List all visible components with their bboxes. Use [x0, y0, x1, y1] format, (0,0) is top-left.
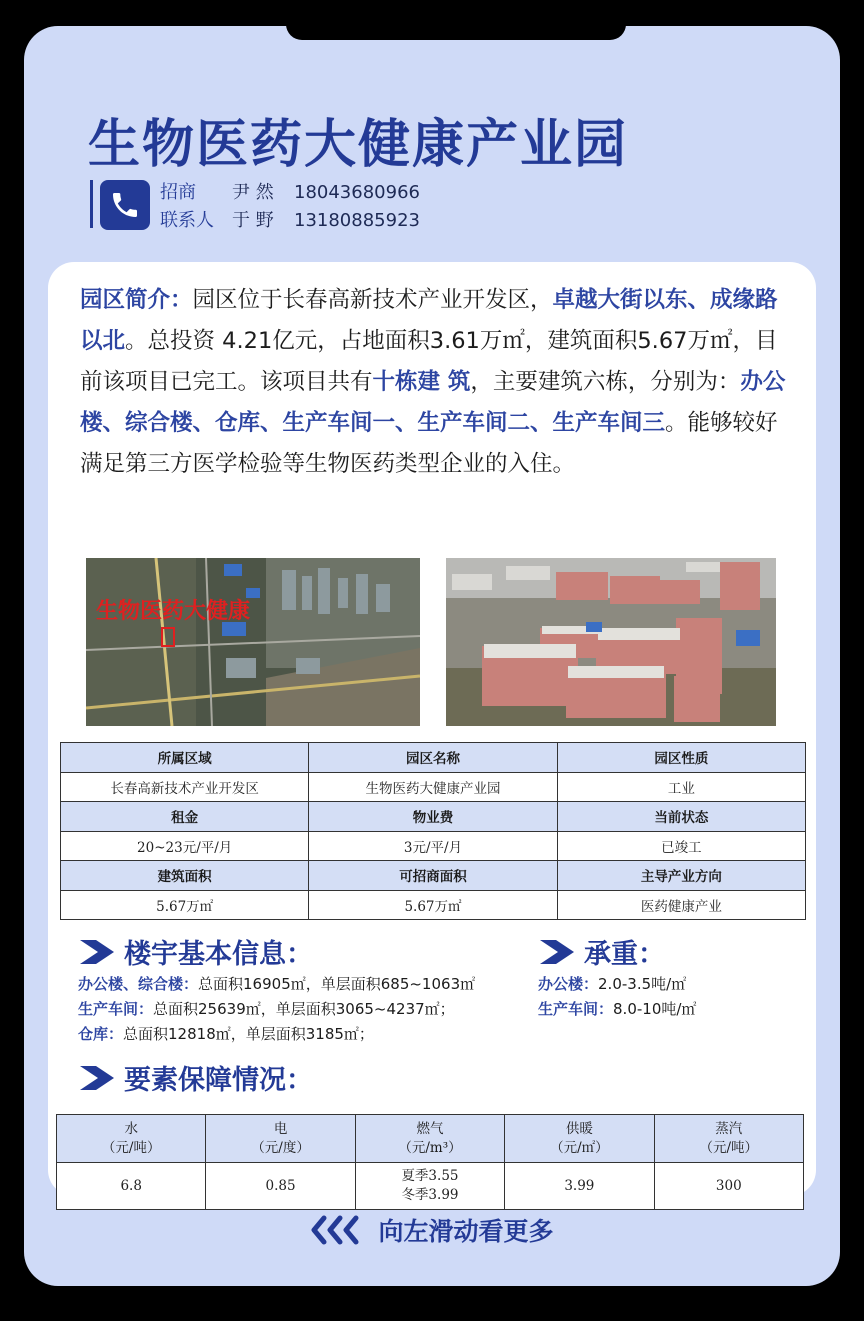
- header-cell: 水 （元/吨）: [57, 1115, 206, 1163]
- intro-lead: 园区简介：: [80, 287, 193, 313]
- info-header-cell: 可招商面积: [309, 861, 557, 891]
- value-cell: 夏季3.55 冬季3.99: [355, 1163, 504, 1210]
- section-load-bearing: [538, 932, 665, 971]
- chevrons-left-icon: [310, 1215, 366, 1245]
- info-header-cell: 当前状态: [557, 802, 805, 832]
- value-cell: 300: [654, 1163, 803, 1210]
- contact-label: 联系人: [160, 210, 214, 231]
- intro-text: 。总投资 4.21亿元，占地面积3.61万㎡，建筑面积5.67万㎡，目前该项目已完工。该项目共有: [80, 328, 778, 395]
- value-cell: 0.85: [206, 1163, 355, 1210]
- location-map-image: [86, 558, 420, 726]
- info-header-row: [61, 743, 806, 773]
- utilities-value-row: [57, 1163, 804, 1210]
- info-value-cell: 3元/平/月: [309, 831, 557, 861]
- chevron-right-icon: [78, 938, 116, 966]
- section-title: 楼宇基本信息：: [124, 939, 313, 970]
- info-value-cell: 20~23元/平/月: [61, 831, 309, 861]
- info-header-cell: 物业费: [309, 802, 557, 832]
- utilities-header-row: [57, 1115, 804, 1163]
- park-info-table: [60, 742, 806, 920]
- info-value-cell: 工业: [557, 772, 805, 802]
- building-line: 仓库：总面积12818㎡，单层面积3185㎡；: [78, 1025, 374, 1043]
- accent-bar: [90, 180, 93, 228]
- intro-text: 。能够较好满足第三方医学检验等生物医药类型企业的入住。: [80, 410, 778, 477]
- contact-name: 尹 然: [232, 182, 274, 203]
- contact-label: 招商: [160, 182, 196, 203]
- contact-name: 于 野: [232, 210, 274, 231]
- info-value-cell: 医药健康产业: [557, 890, 805, 920]
- content-panel: [48, 262, 816, 1203]
- intro-highlight: 办公楼、综合楼、仓库、生产车间一、生产车间二、生产车间三: [80, 369, 786, 436]
- contact-phone[interactable]: 13180885923: [294, 210, 420, 231]
- info-value-row: [61, 890, 806, 920]
- section-title: 要素保障情况：: [124, 1065, 313, 1096]
- info-value-row: [61, 772, 806, 802]
- info-value-cell: 5.67万㎡: [309, 890, 557, 920]
- load-line: 生产车间：8.0-10吨/㎡: [538, 1000, 697, 1018]
- swipe-more-hint[interactable]: [24, 1212, 840, 1248]
- load-bearing-lines: [538, 972, 696, 1022]
- info-value-cell: 已竣工: [557, 831, 805, 861]
- header-cell: 供暖 （元/㎡）: [505, 1115, 654, 1163]
- top-notch: [286, 26, 626, 40]
- header-cell: 电 （元/度）: [206, 1115, 355, 1163]
- header-cell: 蒸汽 （元/吨）: [654, 1115, 803, 1163]
- info-value-cell: 长春高新技术产业开发区: [61, 772, 309, 802]
- info-header-cell: 园区性质: [557, 743, 805, 773]
- intro-text: 园区位于长春高新技术产业开发区，: [192, 287, 553, 313]
- value-cell: 3.99: [505, 1163, 654, 1210]
- chevron-right-icon: [538, 938, 576, 966]
- info-header-cell: 所属区域: [61, 743, 309, 773]
- header-cell: 燃气 （元/m³）: [355, 1115, 504, 1163]
- info-value-cell: 生物医药大健康产业园: [309, 772, 557, 802]
- info-header-cell: 主导产业方向: [557, 861, 805, 891]
- section-utilities: [78, 1058, 313, 1097]
- page-title: 生物医药大健康产业园: [88, 115, 629, 175]
- intro-highlight: 卓越大街以东、成缘路以北: [80, 287, 778, 354]
- section-title: 承重：: [584, 939, 665, 970]
- load-line: 办公楼：2.0-3.5吨/㎡: [538, 975, 687, 993]
- value-cell: 6.8: [57, 1163, 206, 1210]
- contact-block: [90, 176, 490, 232]
- aerial-photo: [446, 558, 776, 726]
- intro-text: ，主要建筑六栋，分别为：: [470, 369, 741, 395]
- swipe-more-label: 向左滑动看更多: [378, 1217, 554, 1246]
- section-building-info: [78, 932, 313, 971]
- poster-card: [24, 26, 840, 1286]
- map-label: 生物医药大健康: [96, 599, 251, 624]
- building-line: 办公楼、综合楼：总面积16905㎡，单层面积685~1063㎡: [78, 975, 476, 993]
- info-header-cell: 租金: [61, 802, 309, 832]
- info-value-row: [61, 831, 806, 861]
- chevron-right-icon: [78, 1064, 116, 1092]
- info-header-cell: 园区名称: [309, 743, 557, 773]
- contact-row-2: [160, 206, 420, 232]
- park-intro: [80, 280, 796, 485]
- utilities-table: [56, 1114, 804, 1210]
- info-value-cell: 5.67万㎡: [61, 890, 309, 920]
- info-header-cell: 建筑面积: [61, 861, 309, 891]
- intro-highlight: 十栋建 筑: [372, 369, 471, 395]
- building-line: 生产车间：总面积25639㎡，单层面积3065~4237㎡；: [78, 1000, 455, 1018]
- contact-row-1: [160, 178, 420, 204]
- info-header-row: [61, 861, 806, 891]
- info-header-row: [61, 802, 806, 832]
- phone-icon: [100, 180, 150, 230]
- contact-phone[interactable]: 18043680966: [294, 182, 420, 203]
- building-info-lines: [78, 972, 475, 1047]
